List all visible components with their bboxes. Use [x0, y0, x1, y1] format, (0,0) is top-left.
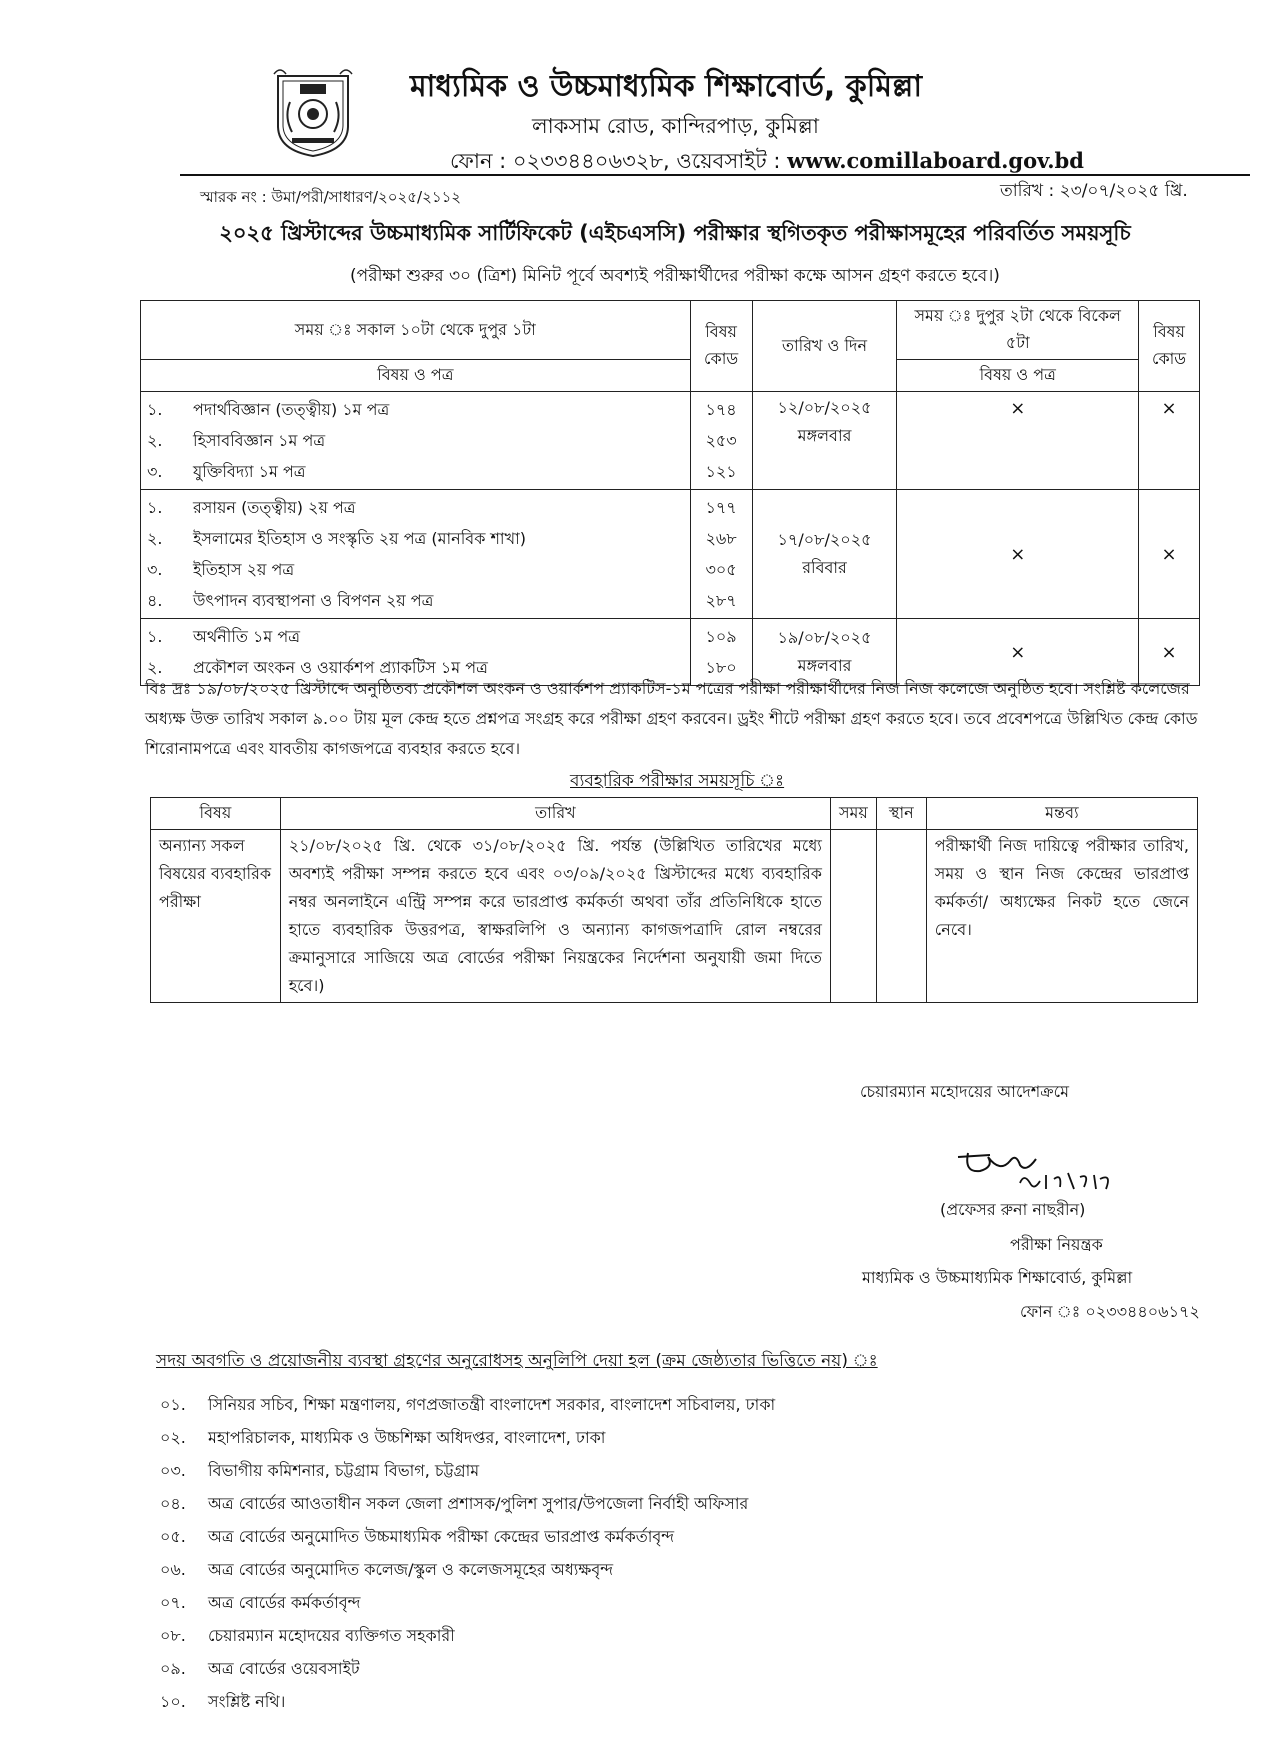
subject-code: ২৬৮ [705, 529, 737, 548]
signatory-organization: মাধ্যমিক ও উচ্চমাধ্যমিক শিক্ষাবোর্ড, কুমিল্লা [862, 1268, 1133, 1287]
subject-item: ১. রসায়ন (তত্ত্বীয়) ২য় পত্র [147, 498, 356, 517]
list-item: ০৮. চেয়ারম্যান মহোদয়ের ব্যক্তিগত সহকারী [160, 1626, 455, 1645]
header-time: সময় [830, 798, 876, 830]
practical-schedule-title: ব্যবহারিক পরীক্ষার সময়সূচি ঃ [570, 771, 785, 791]
list-item: ০৫. অত্র বোর্ডের অনুমোদিত উচ্চমাধ্যমিক পরীক্ষা কেন্দ্রের ভারপ্রাপ্ত কর্মকর্তাবৃন্দ [160, 1527, 675, 1546]
subject-code-list [690, 392, 752, 490]
memo-number: স্মারক নং : উমা/পরী/সাধারণ/২০২৫/২১১২ [200, 188, 462, 206]
header-place: স্থান [876, 798, 926, 830]
subject-code: ১০৯ [705, 627, 737, 646]
table-row [141, 490, 1200, 619]
subject-item: ৩. ইতিহাস ২য় পত্র [147, 560, 295, 579]
notice-title: ২০২৫ খ্রিস্টাব্দের উচ্চমাধ্যমিক সার্টিফিকেট (এইচএসসি) পরীক্ষার স্থগিতকৃত পরীক্ষাসমূহের পরিবর্তিত সময়সূচি [219, 221, 1131, 245]
table-header-row [141, 301, 1200, 360]
list-item: ১০. সংশ্লিষ্ট নথি। [160, 1692, 286, 1711]
exam-instruction-note: (পরীক্ষা শুরুর ৩০ (ত্রিশ) মিনিট পূর্বে অবশ্যই পরীক্ষার্থীদের পরীক্ষা কক্ষে আসন গ্রহণ করতে হবে।) [350, 266, 1000, 286]
practical-subject: অন্যান্য সকল বিষয়ের ব্যবহারিক পরীক্ষা [151, 830, 281, 1003]
exam-date: ১৯/০৮/২০২৫ [777, 628, 872, 647]
table-header-row [151, 798, 1198, 830]
subject-item: ২. ইসলামের ইতিহাস ও সংস্কৃতি ২য় পত্র (মানবিক শাখা) [147, 529, 526, 548]
subject-code: ১৭৪ [705, 400, 737, 419]
afternoon-subject-empty: × [897, 392, 1139, 490]
header-subject-paper-2: বিষয় ও পত্র [897, 360, 1139, 392]
header-subject-code-2: বিষয় কোড [1139, 301, 1200, 392]
website-link[interactable]: www.comillaboard.gov.bd [787, 148, 1084, 173]
list-item: ০৬. অত্র বোর্ডের অনুমোদিত কলেজ/স্কুল ও কলেজসমূহের অধ্যক্ষবৃন্দ [160, 1560, 614, 1579]
exam-date-cell [752, 490, 897, 619]
signatory-name: (প্রফেসর রুনা নাছরীন) [940, 1200, 1086, 1219]
signatory-phone: ফোন ঃ ০২৩৩৪৪০৬১৭২ [1020, 1302, 1200, 1321]
header-date-day: তারিখ ও দিন [752, 301, 897, 392]
afternoon-subject-empty: × [897, 490, 1139, 619]
header-subject-paper: বিষয় ও পত্র [141, 360, 691, 392]
subject-item: ৩. যুক্তিবিদ্যা ১ম পত্র [147, 462, 306, 481]
afternoon-code-empty: × [1139, 619, 1200, 686]
organization-address: লাকসাম রোড, কান্দিরপাড়, কুমিল্লা [532, 114, 819, 138]
subject-code-list [690, 490, 752, 619]
exam-date: ১২/০৮/২০২৫ [777, 398, 872, 417]
practical-time [830, 830, 876, 1003]
list-item: ০৯. অত্র বোর্ডের ওয়েবসাইট [160, 1659, 360, 1678]
special-note: বিঃ দ্রঃ ১৯/০৮/২০২৫ খ্রিস্টাব্দে অনুষ্ঠিতব্য প্রকৌশল অংকন ও ওয়ার্কশপ প্র্যাকটিস-১ম পত্রের পরীক্ষা পরীক্ষার্থীদের নিজ নিজ কলেজে অনুষ্ঠিত হবে। সংশ্লিষ্ট কলেজের অধ্যক্ষ উক্ত তারিখ সকাল ৯.০০ টায় মূল কেন্দ্র হতে প্রশ্নপত্র সংগ্রহ করে পরীক্ষা গ্রহণ করবেন। ড্রইং শীটে পরীক্ষা গ্রহণ করতে হবে। তবে প্রবেশপত্রে উল্লিখিত কেন্দ্র কোড শিরোনামপত্রে এবং যাবতীয় কাগজপত্রে ব্যবহার করতে হবে। [145, 679, 1198, 758]
afternoon-code-empty: × [1139, 490, 1200, 619]
header-morning-time: সময় ঃ সকাল ১০টা থেকে দুপুর ১টা [141, 301, 691, 360]
subject-code: ১৭৭ [705, 498, 737, 517]
practical-place [876, 830, 926, 1003]
exam-date-cell [752, 392, 897, 490]
subject-item: ১. পদার্থবিজ্ঞান (তত্ত্বীয়) ১ম পত্র [147, 400, 390, 419]
schedule-table [140, 300, 1200, 686]
list-item: ০১. সিনিয়র সচিব, শিক্ষা মন্ত্রণালয়, গণপ্রজাতন্ত্রী বাংলাদেশ সরকার, বাংলাদেশ সচিবালয়, ঢাকা [160, 1395, 776, 1414]
contact-phone: ফোন : ০২৩৩৪৪০৬৩২৮, ওয়েবসাইট : [450, 149, 788, 173]
header-afternoon-time: সময় ঃ দুপুর ২টা থেকে বিকেল ৫টা [897, 301, 1139, 360]
subject-list [141, 392, 691, 490]
subject-code: ২৫৩ [705, 431, 737, 450]
subject-code: ৩০৫ [705, 560, 737, 579]
header-date: তারিখ [280, 798, 830, 830]
subject-item: ৪. উৎপাদন ব্যবস্থাপনা ও বিপণন ২য় পত্র [147, 591, 434, 610]
practical-remarks: পরীক্ষার্থী নিজ দায়িত্বে পরীক্ষার তারিখ, সময় ও স্থান নিজ কেন্দ্রের ভারপ্রাপ্ত কর্মকর্তা/ অধ্যক্ষের নিকট হতে জেনে নেবে। [926, 830, 1197, 1003]
by-order-text: চেয়ারম্যান মহোদয়ের আদেশক্রমে [860, 1082, 1069, 1101]
signatory-role: পরীক্ষা নিয়ন্ত্রক [1010, 1235, 1103, 1254]
table-row [141, 392, 1200, 490]
practical-table [150, 797, 1198, 1003]
subject-item: ১. অর্থনীতি ১ম পত্র [147, 627, 300, 646]
subject-code: ১৮০ [705, 658, 737, 677]
subject-list [141, 490, 691, 619]
list-item: ০২. মহাপরিচালক, মাধ্যমিক ও উচ্চশিক্ষা অধিদপ্তর, বাংলাদেশ, ঢাকা [160, 1428, 606, 1447]
header-subject-code: বিষয় কোড [690, 301, 752, 392]
copy-distribution-list [160, 1388, 775, 1718]
table-subheader-row [141, 360, 1200, 392]
subject-code: ১২১ [705, 462, 737, 481]
list-item: ০৪. অত্র বোর্ডের আওতাধীন সকল জেলা প্রশাসক/পুলিশ সুপার/উপজেলা নির্বাহী অফিসার [160, 1494, 749, 1513]
handwritten-signature [950, 1143, 1120, 1195]
exam-day: মঙ্গলবার [797, 656, 852, 675]
subject-code: ২৮৭ [705, 591, 737, 610]
afternoon-subject-empty: × [897, 619, 1139, 686]
list-item: ০৭. অত্র বোর্ডের কর্মকর্তাবৃন্দ [160, 1593, 361, 1612]
afternoon-code-empty: × [1139, 392, 1200, 490]
practical-date-details: ২১/০৮/২০২৫ খ্রি. থেকে ৩১/০৮/২০২৫ খ্রি. পর্যন্ত (উল্লিখিত তারিখের মধ্যে অবশ্যই পরীক্ষা সম্পন্ন করতে হবে এবং ০৩/০৯/২০২৫ খ্রিস্টাব্দের মধ্যে ব্যবহারিক নম্বর অনলাইনে এন্ট্রি সম্পন্ন করে ভারপ্রাপ্ত কর্মকর্তা অথবা তাঁর প্রতিনিধিকে হাতে হাতে ব্যবহারিক উত্তরপত্র, স্বাক্ষরলিপি ও অন্যান্য কাগজপত্রাদি রোল নম্বরের ক্রমানুসারে সাজিয়ে অত্র বোর্ডের পরীক্ষা নিয়ন্ত্রকের নির্দেশনা অনুযায়ী জমা দিতে হবে।) [280, 830, 830, 1003]
header-divider [180, 174, 1250, 176]
subject-item: ২. হিসাববিজ্ঞান ১ম পত্র [147, 431, 326, 450]
issue-date: তারিখ : ২৩/০৭/২০২৫ খ্রি. [1000, 181, 1188, 201]
header-subject: বিষয় [151, 798, 281, 830]
subject-item: ২. প্রকৌশল অংকন ও ওয়ার্কশপ প্র্যাকটিস ১ম পত্র [147, 658, 488, 677]
list-item: ০৩. বিভাগীয় কমিশনার, চট্টগ্রাম বিভাগ, চট্টগ্রাম [160, 1461, 480, 1480]
exam-day: মঙ্গলবার [797, 426, 852, 445]
organization-name: মাধ্যমিক ও উচ্চমাধ্যমিক শিক্ষাবোর্ড, কুমিল্লা [410, 69, 923, 104]
copy-distribution-title: সদয় অবগতি ও প্রয়োজনীয় ব্যবস্থা গ্রহণের অনুরোধসহ অনুলিপি দেয়া হল (ক্রম জেষ্ঠ্যতার ভিত্তিতে নয়) ঃ [156, 1351, 878, 1371]
board-seal-logo [270, 62, 356, 158]
table-row [151, 830, 1198, 1003]
header-remarks: মন্তব্য [926, 798, 1197, 830]
exam-day: রবিবার [802, 558, 847, 577]
exam-date: ১৭/০৮/২০২৫ [777, 530, 872, 549]
